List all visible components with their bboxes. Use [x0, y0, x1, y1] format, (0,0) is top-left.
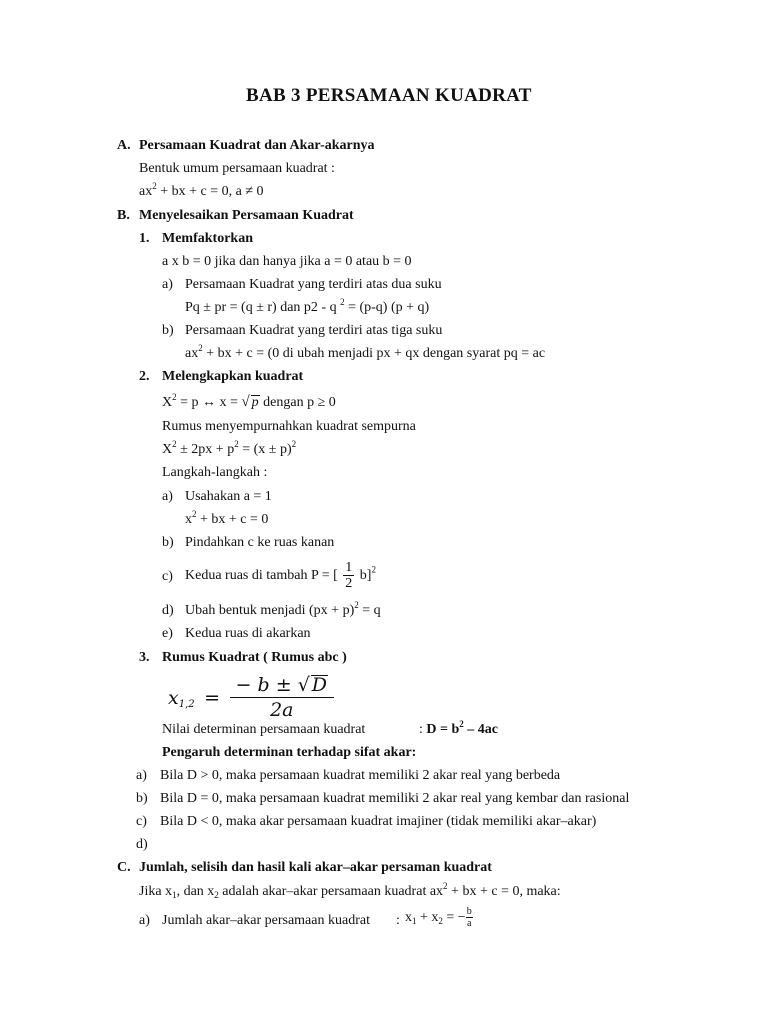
factor-b-equation: $ax^2$ + bx + c = (0 di ubah menjadi px + qx dengan syarat pq = ac: [185, 343, 546, 361]
subsection-3-number: 3.: [139, 650, 150, 665]
effect-b-text: Bila D = 0, maka persamaan kuadrat memiliki 2 akar real yang kembar dan rasional: [160, 791, 630, 806]
factor-b-label: b): [162, 323, 174, 338]
determinant-caption: Nilai determinan persamaan kuadrat: [162, 722, 366, 737]
step-a-equation: $x^2$ + bx + c = 0: [185, 509, 269, 527]
subsection-2-number: 2.: [139, 369, 150, 384]
section-b-label: B.: [117, 208, 130, 223]
factor-a-label: a): [162, 277, 173, 292]
sum-roots-formula: $x_1 + x_2$ = − $\frac{b}{a}$: [405, 906, 472, 929]
sum-roots-colon: :: [396, 913, 400, 928]
determinant-formula: : $D = b^2 - 4ac$: [419, 719, 498, 737]
section-b-heading: Menyelesaikan Persamaan Kuadrat: [139, 208, 354, 223]
section-c-label: C.: [117, 860, 131, 875]
effect-c-label: c): [136, 814, 147, 829]
section-a-label: A.: [117, 138, 131, 153]
factor-a-equation: Pq ± pr = (q ± r) dan p2 - q $^2$ = (p-q) (p + q): [185, 297, 430, 315]
abc-formula: $x_{1,2}$ = $\frac{- b \pm √ D}{2a}$: [168, 675, 334, 720]
step-c-label: c): [162, 569, 173, 584]
subsection-1-heading: Memfaktorkan: [162, 231, 253, 246]
effect-a-label: a): [136, 768, 147, 783]
step-e-label: e): [162, 626, 173, 641]
step-b-text: Pindahkan c ke ruas kanan: [185, 535, 335, 550]
perfect-square-caption: Rumus menyempurnahkan kuadrat sempurna: [162, 419, 416, 434]
factor-a-text: Persamaan Kuadrat yang terdiri atas dua suku: [185, 277, 442, 292]
subsection-2-heading: Melengkapkan kuadrat: [162, 369, 304, 384]
step-d-label: d): [162, 603, 174, 618]
factor-rule: a x b = 0 jika dan hanya jika a = 0 atau b = 0: [162, 254, 412, 269]
sum-roots-text: Jumlah akar–akar persamaan kuadrat: [162, 913, 370, 928]
section-a-line: Bentuk umum persamaan kuadrat :: [139, 161, 335, 176]
perfect-square-equation: $X^2 \pm 2px + p^2 = (x \pm p)^2$: [162, 439, 297, 457]
effect-a-text: Bila D > 0, maka persamaan kuadrat memiliki 2 akar real yang berbeda: [160, 768, 561, 783]
steps-heading: Langkah-langkah :: [162, 465, 268, 480]
section-c-heading: Jumlah, selisih dan hasil kali akar–akar persaman kuadrat: [139, 860, 492, 875]
page-title: BAB 3 PERSAMAAN KUADRAT: [246, 85, 532, 106]
effect-d-label: d): [136, 837, 148, 852]
subsection-1-number: 1.: [139, 231, 150, 246]
factor-b-text: Persamaan Kuadrat yang terdiri atas tiga suku: [185, 323, 443, 338]
subsection-3-heading: Rumus Kuadrat ( Rumus abc ): [162, 650, 347, 665]
determinant-effect-heading: Pengaruh determinan terhadap sifat akar:: [162, 745, 417, 760]
section-a-heading: Persamaan Kuadrat dan Akar-akarnya: [139, 138, 375, 153]
step-d-text: Ubah bentuk menjadi (px + p)$^2$ = q: [185, 600, 381, 618]
complete-square-equation: $X^2 = p$ ↔ x = √ p dengan p ≥ 0: [162, 392, 336, 410]
sum-roots-label: a): [139, 913, 150, 928]
section-c-intro: Jika $x_1$, dan $x_2$ adalah akar–akar persamaan kuadrat $ax^2$ + bx + c = 0, maka:: [139, 881, 561, 900]
section-a-equation: $ax^2$ + bx + c = 0, a ≠ 0: [139, 181, 264, 199]
effect-c-text: Bila D < 0, maka akar persamaan kuadrat imajiner (tidak memiliki akar–akar): [160, 814, 597, 829]
step-a-text: Usahakan a = 1: [185, 489, 272, 504]
step-c-text: Kedua ruas di tambah P = [ $\frac{1}{2}$ b]$^2$: [185, 560, 376, 591]
effect-b-label: b): [136, 791, 148, 806]
step-b-label: b): [162, 535, 174, 550]
step-e-text: Kedua ruas di akarkan: [185, 626, 311, 641]
step-a-label: a): [162, 489, 173, 504]
